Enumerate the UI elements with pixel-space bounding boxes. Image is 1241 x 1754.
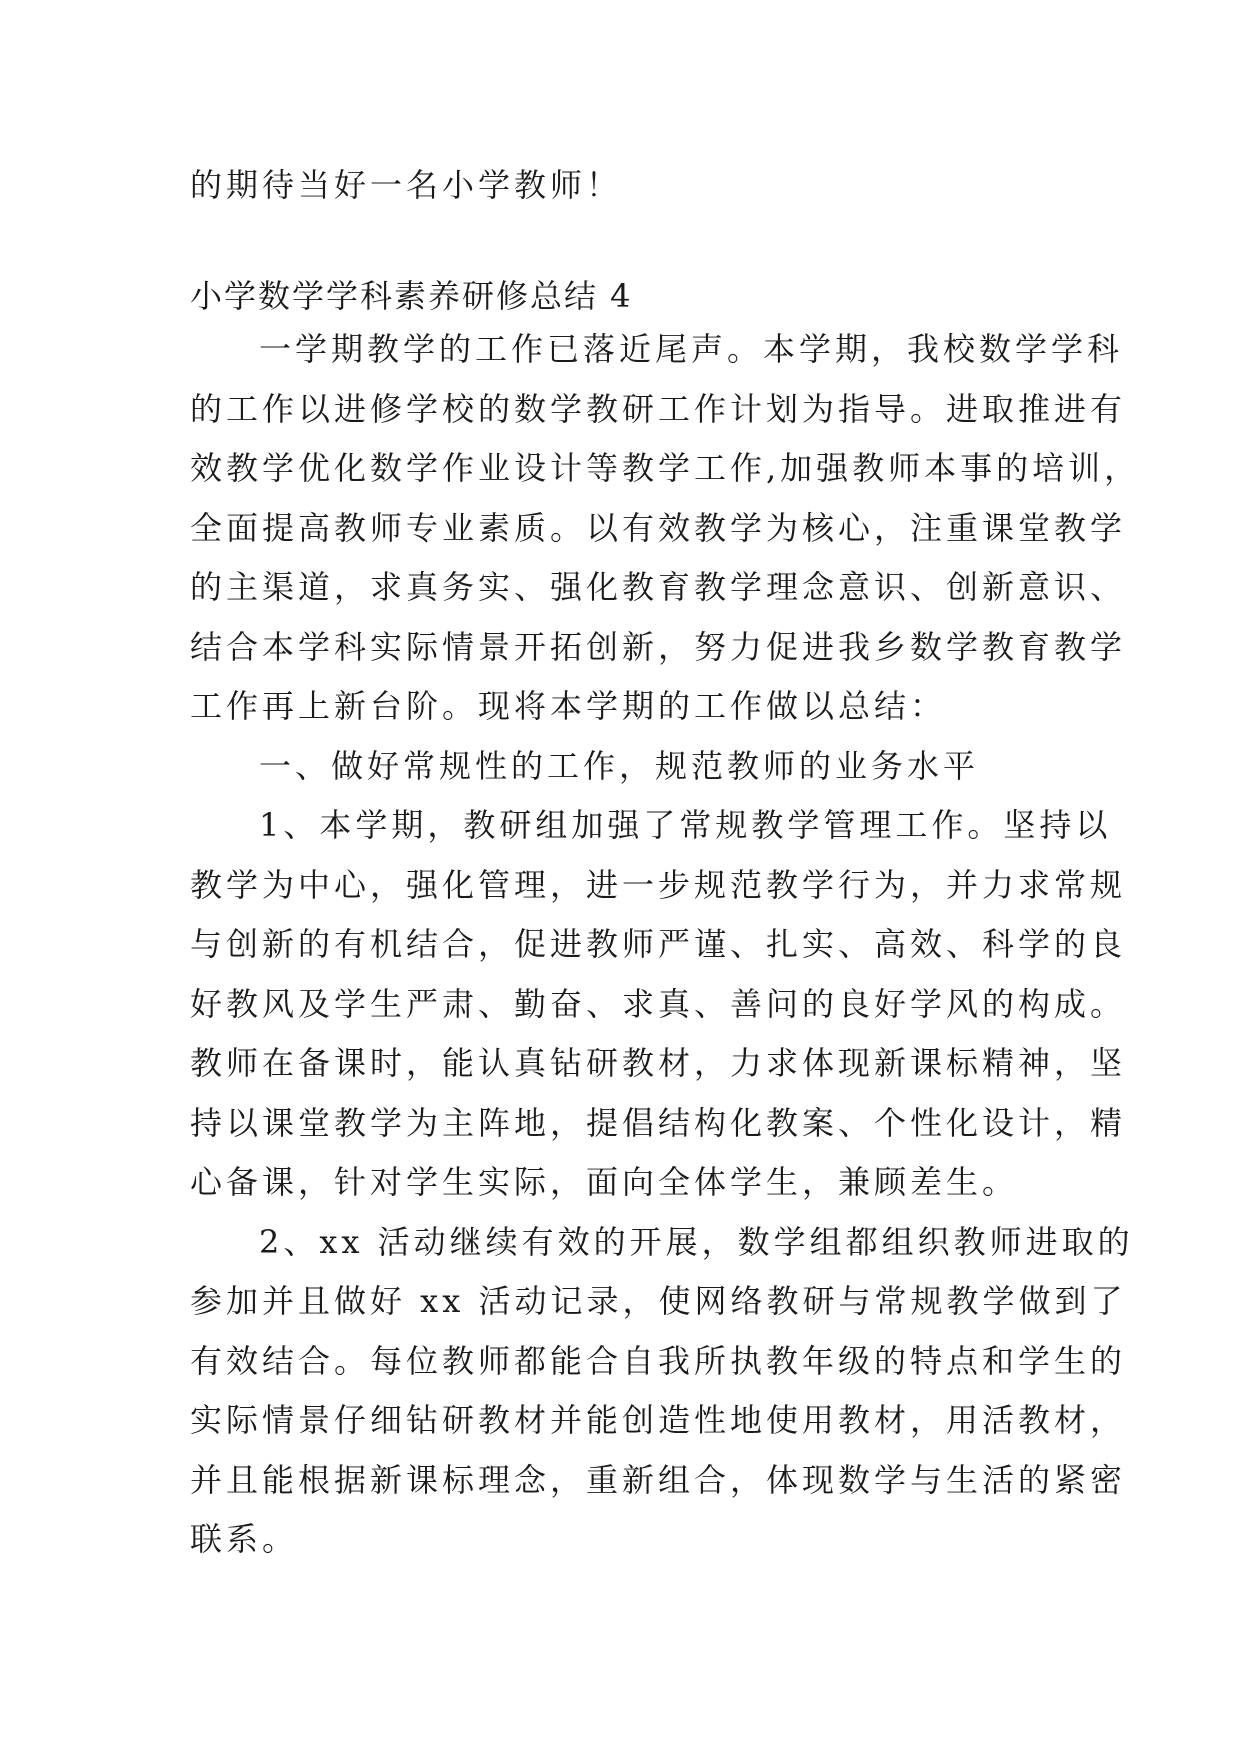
text-line: 持以课堂教学为主阵地，提倡结构化教案、个性化设计，精	[190, 1103, 1127, 1142]
text-line: 有效结合。每位教师都能合自我所执教年级的特点和学生的	[190, 1341, 1127, 1380]
text-line: 的工作以进修学校的数学教研工作计划为指导。进取推进有	[190, 389, 1127, 428]
paragraph-first-line: 2、xx 活动继续有效的开展，数学组都组织教师进取的	[259, 1222, 1134, 1261]
text-line: 工作再上新台阶。现将本学期的工作做以总结：	[190, 687, 947, 725]
text-line: 教学为中心，强化管理，进一步规范教学行为，并力求常规	[190, 865, 1127, 904]
text-line: 的主渠道，求真务实、强化教育教学理念意识、创新意识、	[190, 568, 1127, 606]
text-line: 好教风及学生严肃、勤奋、求真、善问的良好学风的构成。	[190, 984, 1127, 1023]
text-line: 与创新的有机结合，促进教师严谨、扎实、高效、科学的良	[190, 925, 1127, 963]
section-heading: 小学数学学科素养研修总结 4	[190, 277, 633, 315]
subsection-heading: 一、做好常规性的工作，规范教师的业务水平	[259, 746, 980, 785]
text-line: 的期待当好一名小学教师！	[190, 166, 623, 204]
closing-line	[190, 156, 1070, 216]
text-line: 联系。	[190, 1520, 299, 1558]
text-line: 效教学优化数学作业设计等教学工作,加强教师本事的培训，	[190, 449, 1141, 487]
text-line: 实际情景仔细钻研教材并能创造性地使用教材，用活教材，	[190, 1401, 1127, 1439]
body-text	[190, 320, 1141, 1570]
paragraph-first-line: 1、本学期，教研组加强了常规教学管理工作。坚持以	[259, 806, 1112, 844]
text-line: 参加并且做好 xx 活动记录，使网络教研与常规教学做到了	[190, 1282, 1127, 1320]
text-line: 心备课，针对学生实际，面向全体学生，兼顾差生。	[190, 1163, 1019, 1201]
text-line: 并且能根据新课标理念，重新组合，体现数学与生活的紧密	[190, 1460, 1127, 1499]
section-title	[190, 267, 1070, 327]
paragraph-first-line: 一学期教学的工作已落近尾声。本学期，我校数学学科	[259, 330, 1124, 368]
text-line: 教师在备课时，能认真钻研教材，力求体现新课标精神，坚	[190, 1044, 1127, 1082]
text-line: 结合本学科实际情景开拓创新，努力促进我乡数学教育教学	[190, 627, 1127, 666]
text-line: 全面提高教师专业素质。以有效教学为核心，注重课堂教学	[190, 508, 1127, 547]
